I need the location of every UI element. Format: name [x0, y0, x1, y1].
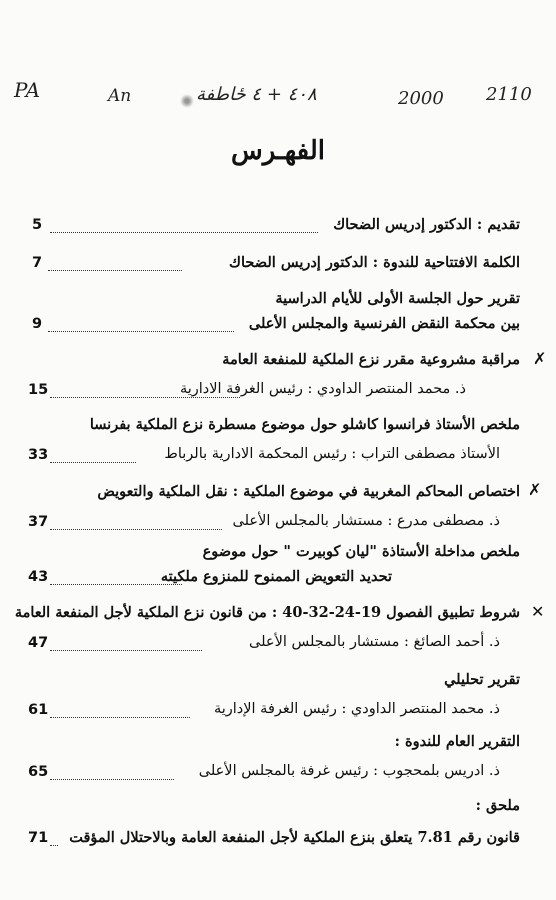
toc-entry-title: ملخص الأستاذ فرانسوا كاشلو حول موضوع مسطرة نزع الملكية بفرنسا	[89, 416, 520, 433]
pen-mark: ✕	[531, 602, 545, 621]
page-number: 71	[28, 830, 49, 846]
dot-leader	[48, 330, 234, 332]
toc-entry-author: الأستاذ مصطفى التراب : رئيس المحكمة الادارية بالرباط	[164, 446, 500, 462]
toc-entry-title: ملخص مداخلة الأستاذة "ليان كوبيرت " حول موضوع	[202, 543, 520, 560]
toc-entry-title: مراقبة مشروعية مقرر نزع الملكية للمنفعة العامة	[222, 351, 520, 368]
handwritten-note-3: ٤٠٨ + ٤ ځاطفة	[196, 84, 317, 105]
pen-mark: ✗	[528, 480, 542, 499]
dot-leader	[50, 528, 222, 530]
toc-entry-title: التقرير العام للندوة :	[394, 733, 520, 750]
toc-entry-title: تقديم : الدكتور إدريس الضحاك	[333, 216, 520, 233]
appendix-heading: ملحق :	[475, 797, 520, 814]
dot-leader	[50, 231, 318, 233]
toc-entry-title-cont: بين محكمة النقض الفرنسية والمجلس الأعلى	[248, 315, 520, 332]
dot-leader	[50, 778, 174, 780]
dot-leader	[50, 649, 202, 651]
toc-entry-title: اختصاص المحاكم المغربية في موضوع الملكية : نقل الملكية والتعويض	[97, 483, 520, 500]
handwritten-note-5: 2110	[486, 84, 532, 105]
toc-entry-author: ذ. محمد المنتصر الداودي : رئيس الغرفة الادارية	[179, 381, 466, 397]
handwritten-note-4: 2000	[398, 88, 444, 109]
dot-leader	[50, 583, 182, 585]
page-number: 65	[28, 764, 49, 780]
page-number: 61	[28, 702, 49, 718]
page-number: 7	[32, 255, 43, 271]
toc-entry-title: شروط تطبيق الفصول 19-24-32-40 : من قانون نزع الملكية لأجل المنفعة العامة	[14, 604, 520, 621]
handwritten-note-2: An	[108, 86, 132, 106]
dot-leader	[50, 396, 240, 398]
page-number: 9	[32, 316, 43, 332]
dot-leader	[50, 844, 58, 846]
toc-entry-author: ذ. محمد المنتصر الداودي : رئيس الغرفة الإدارية	[213, 701, 500, 717]
page-title: الفهـرس	[231, 136, 325, 166]
pen-mark: ✗	[533, 349, 547, 368]
page-number: 43	[28, 569, 49, 585]
dot-leader	[50, 461, 136, 463]
ink-blot	[180, 94, 194, 108]
toc-entry-author: ذ. ادريس بلمحجوب : رئيس غرفة بالمجلس الأعلى	[198, 763, 500, 779]
page-number: 33	[28, 447, 49, 463]
toc-entry-title: الكلمة الافتتاحية للندوة : الدكتور إدريس الضحاك	[229, 254, 520, 271]
page-number: 37	[28, 514, 49, 530]
dot-leader	[48, 269, 182, 271]
dot-leader	[50, 716, 190, 718]
toc-entry-author: ذ. أحمد الصائغ : مستشار بالمجلس الأعلى	[249, 634, 500, 650]
toc-entry-title: تقرير تحليلي	[444, 671, 520, 688]
toc-entry-title-cont: تحديد التعويض الممنوح للمنزوع ملكيته	[160, 568, 392, 585]
page-number: 47	[28, 635, 49, 651]
handwritten-note-1: PA	[14, 78, 41, 102]
toc-entry-title: تقرير حول الجلسة الأولى للأيام الدراسية	[275, 290, 520, 307]
page-number: 15	[28, 382, 49, 398]
toc-entry-title: قانون رقم 7.81 يتعلق بنزع الملكية لأجل المنفعة العامة وبالاحتلال المؤقت	[69, 829, 520, 846]
page-number: 5	[32, 217, 43, 233]
toc-entry-author: ذ. مصطفى مدرع : مستشار بالمجلس الأعلى	[232, 513, 500, 529]
